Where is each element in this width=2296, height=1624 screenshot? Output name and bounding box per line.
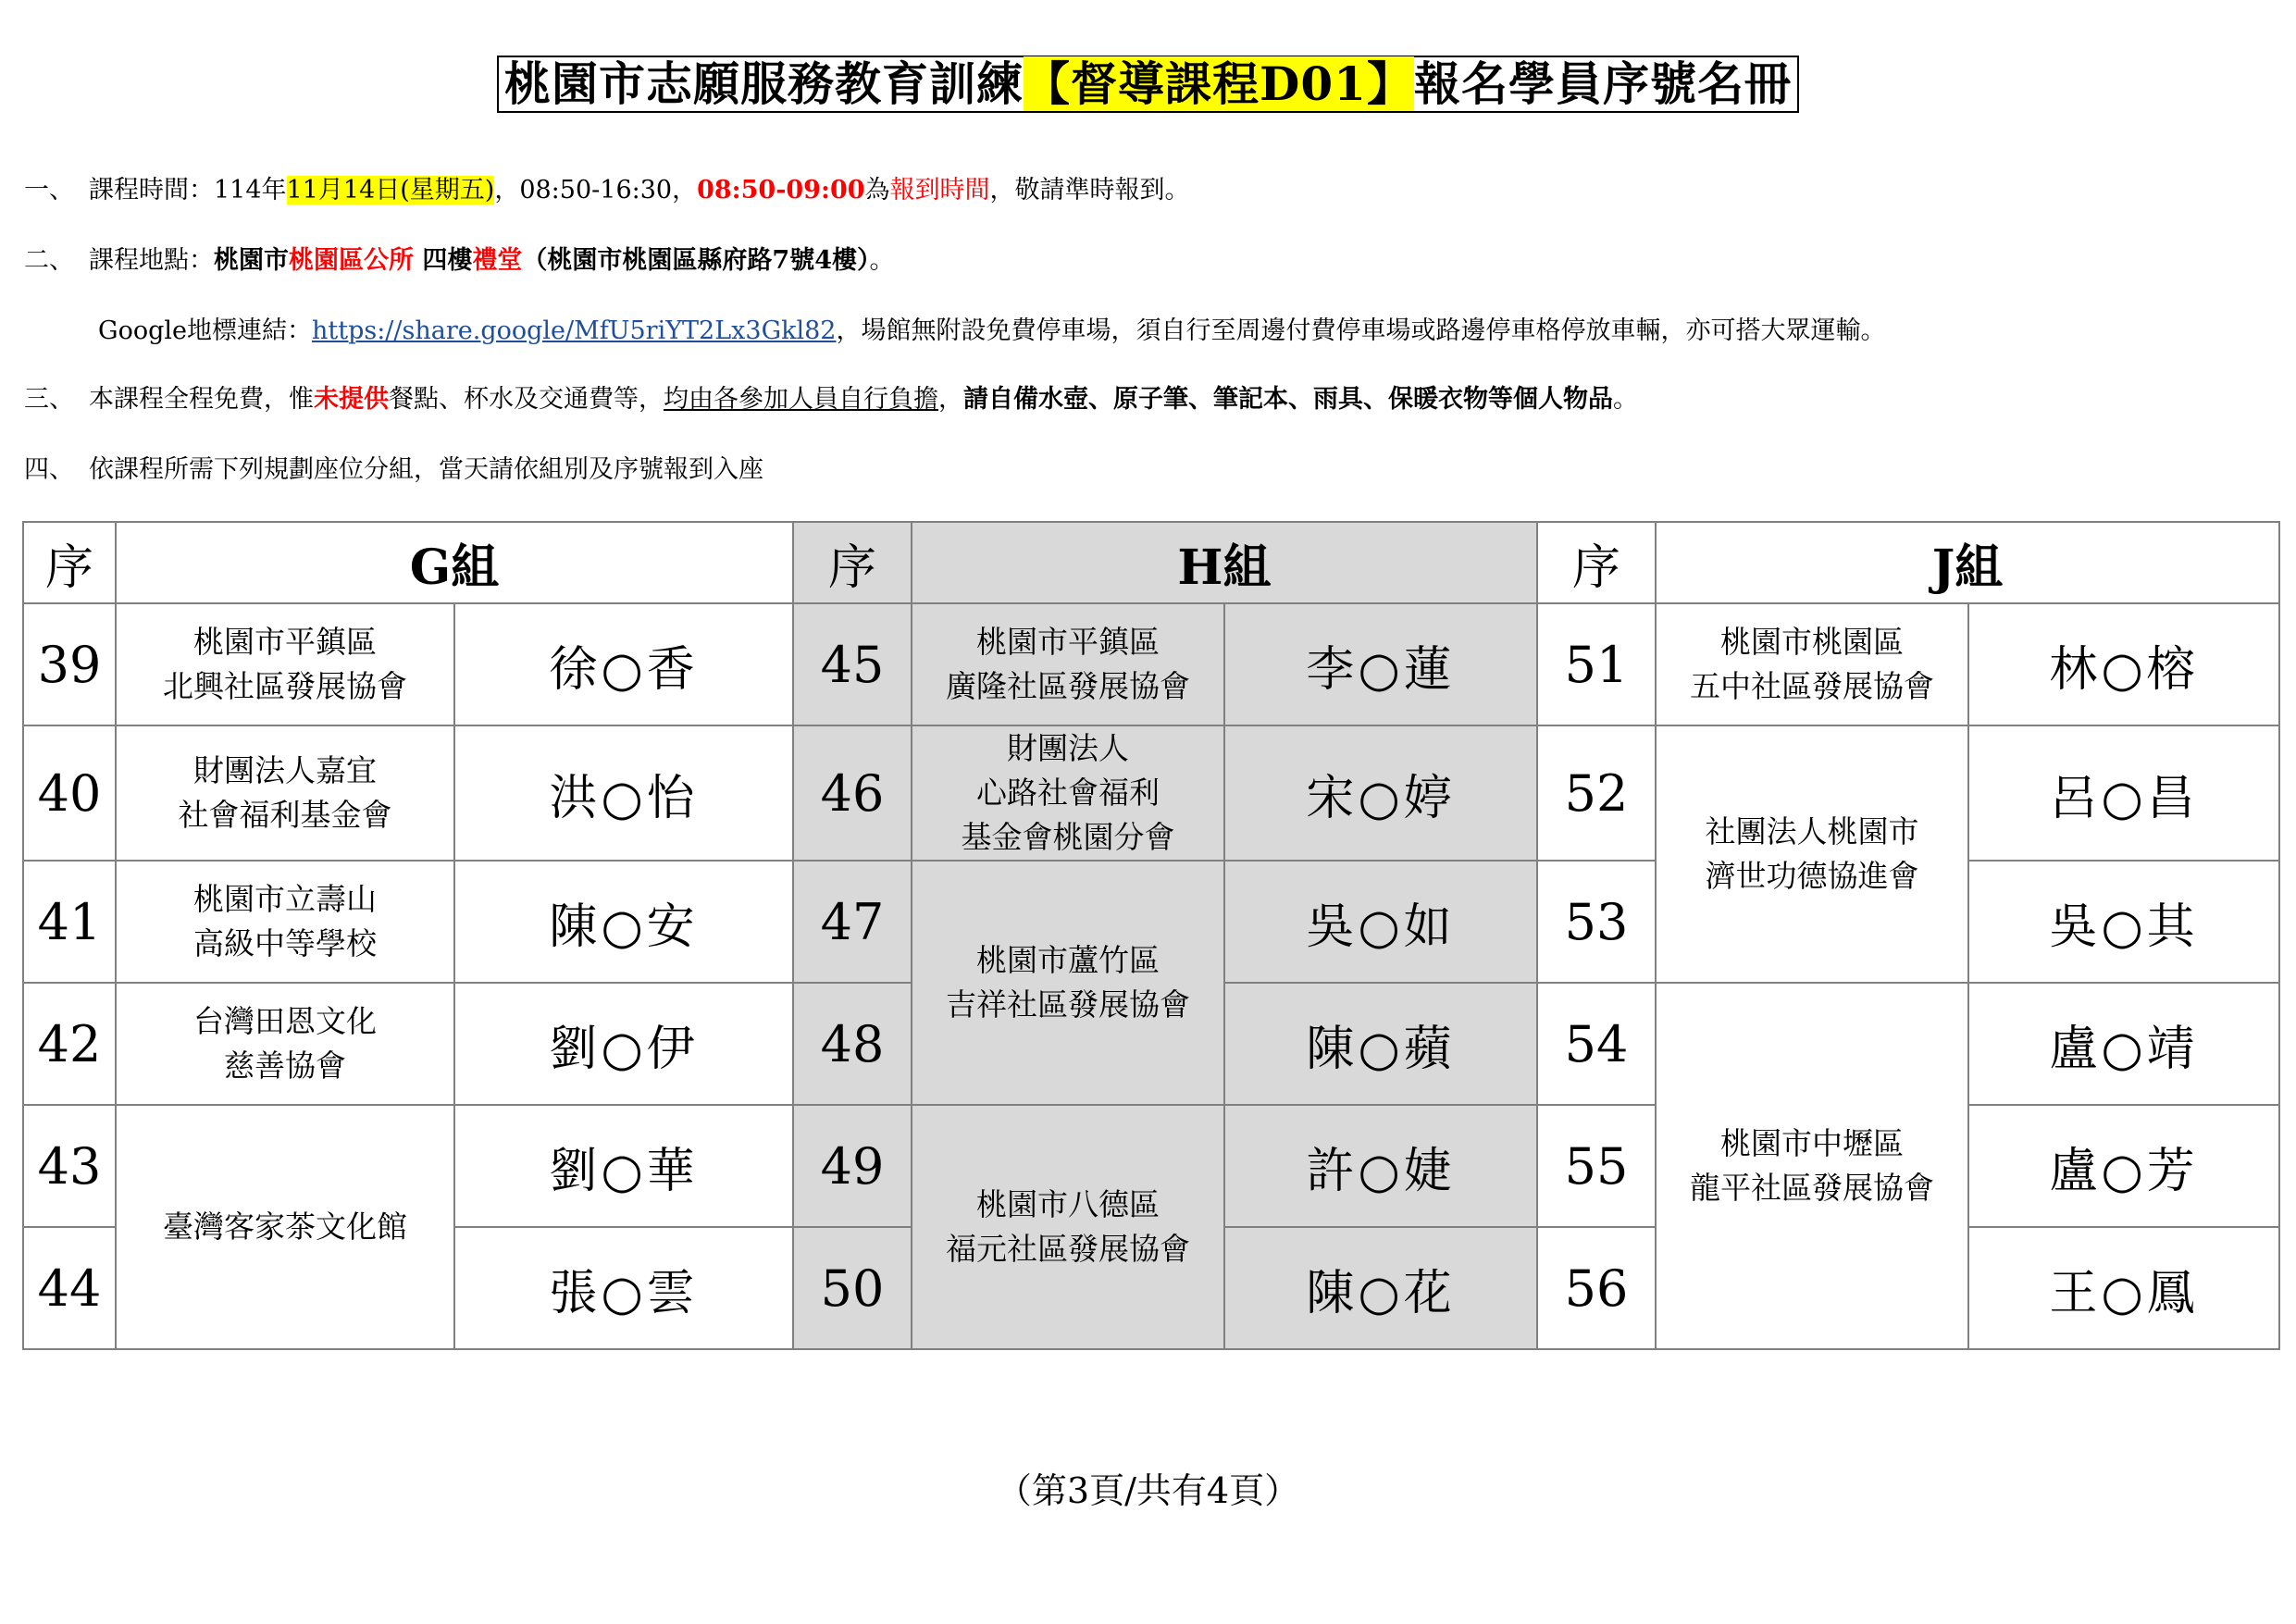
location-label: 課程地點： <box>89 246 214 275</box>
group-header-j: J組 <box>1656 522 2279 603</box>
name-cell: 盧○靖 <box>1968 983 2279 1105</box>
seq-cell: 41 <box>23 861 116 983</box>
name-cell: 林○榕 <box>1968 603 2279 725</box>
checkin-time: 08:50-09:00 <box>697 176 865 205</box>
org-cell: 桃園市立壽山 高級中等學校 <box>116 861 454 983</box>
location-address: （桃園市桃園區縣府路7號4樓） <box>522 246 870 275</box>
seq-cell: 45 <box>793 603 912 725</box>
seq-cell: 42 <box>23 983 116 1105</box>
org-cell: 桃園市中壢區 龍平社區發展協會 <box>1656 983 1968 1349</box>
name-cell: 陳○蘋 <box>1224 983 1537 1105</box>
org-cell: 桃園市平鎮區 廣隆社區發展協會 <box>912 603 1224 725</box>
seq-cell: 47 <box>793 861 912 983</box>
title-course-code: 【督導課程D01】 <box>1024 56 1414 111</box>
seq-cell: 56 <box>1537 1227 1656 1349</box>
name-cell: 盧○芳 <box>1968 1105 2279 1227</box>
item-number: 二、 <box>24 246 74 275</box>
seq-cell: 46 <box>793 725 912 861</box>
google-map-link[interactable]: https://share.google/MfU5riYT2Lx3Gkl82 <box>311 316 837 345</box>
location-floor: 四樓 <box>414 246 473 275</box>
table-row <box>23 725 2279 861</box>
name-cell: 徐○香 <box>454 603 793 725</box>
free-text-d: 。 <box>1613 385 1638 414</box>
seq-cell: 48 <box>793 983 912 1105</box>
name-cell: 陳○安 <box>454 861 793 983</box>
title-post: 報名學員序號名冊 <box>1413 56 1792 111</box>
page-footer: （第3頁/共有4頁） <box>996 1470 1300 1511</box>
org-cell: 社團法人桃園市 濟世功德協進會 <box>1656 725 1968 983</box>
seq-cell: 54 <box>1537 983 1656 1105</box>
org-cell: 財團法人 心路社會福利 基金會桃園分會 <box>912 725 1224 861</box>
roster-table <box>22 521 2280 1350</box>
seq-cell: 49 <box>793 1105 912 1227</box>
name-cell: 李○蓮 <box>1224 603 1537 725</box>
seq-header: 序 <box>1537 522 1656 603</box>
name-cell: 張○雲 <box>454 1227 793 1349</box>
org-cell: 桃園市八德區 福元社區發展協會 <box>912 1105 1224 1349</box>
name-cell: 陳○花 <box>1224 1227 1537 1349</box>
header-row <box>23 522 2279 603</box>
seq-cell: 40 <box>23 725 116 861</box>
seq-cell: 52 <box>1537 725 1656 861</box>
seq-cell: 51 <box>1537 603 1656 725</box>
name-cell: 王○鳳 <box>1968 1227 2279 1349</box>
name-cell: 洪○怡 <box>454 725 793 861</box>
org-cell: 財團法人嘉宜 社會福利基金會 <box>116 725 454 861</box>
seq-cell: 39 <box>23 603 116 725</box>
page-title <box>497 56 1799 113</box>
seating-note: 依課程所需下列規劃座位分組，當天請依組別及序號報到入座 <box>89 455 763 484</box>
org-cell: 桃園市平鎮區 北興社區發展協會 <box>116 603 454 725</box>
info-line-time <box>24 174 1190 207</box>
time-mid: 為 <box>864 176 890 205</box>
info-line-map <box>98 315 1885 348</box>
map-label: Google地標連結： <box>98 316 312 345</box>
name-cell: 劉○華 <box>454 1105 793 1227</box>
location-end: 。 <box>869 246 895 275</box>
seq-header: 序 <box>23 522 116 603</box>
bring-items: 請自備水壺、原子筆、筆記本、雨具、保暖衣物等個人物品 <box>963 385 1613 414</box>
self-pay-note: 均由各參加人員自行負擔 <box>664 385 938 414</box>
name-cell: 呂○昌 <box>1968 725 2279 861</box>
seq-cell: 53 <box>1537 861 1656 983</box>
seq-cell: 43 <box>23 1105 116 1227</box>
free-text-a: 本課程全程免費，惟 <box>89 385 314 414</box>
org-cell: 桃園市蘆竹區 吉祥社區發展協會 <box>912 861 1224 1105</box>
group-header-h: H組 <box>912 522 1537 603</box>
name-cell: 吳○其 <box>1968 861 2279 983</box>
time-label: 課程時間：114年 <box>89 176 287 205</box>
name-cell: 宋○婷 <box>1224 725 1537 861</box>
org-cell: 桃園市桃園區 五中社區發展協會 <box>1656 603 1968 725</box>
info-line-free <box>24 383 1638 416</box>
title-wrap <box>0 56 2296 113</box>
title-pre: 桃園市志願服務教育訓練 <box>504 56 1024 111</box>
info-line-seating <box>24 453 763 487</box>
name-cell: 吳○如 <box>1224 861 1537 983</box>
group-header-g: G組 <box>116 522 793 603</box>
seq-cell: 44 <box>23 1227 116 1349</box>
table-row <box>23 603 2279 725</box>
seq-header: 序 <box>793 522 912 603</box>
free-text-b: 餐點、杯水及交通費等， <box>389 385 664 414</box>
item-number: 三、 <box>24 385 74 414</box>
location-hall: 禮堂 <box>472 246 523 275</box>
parking-note: ，場館無附設免費停車場，須自行至周邊付費停車場或路邊停車格停放車輛，亦可搭大眾運輸。 <box>836 316 1886 345</box>
course-time: ，08:50-16:30， <box>494 176 698 205</box>
item-number: 一、 <box>24 176 74 205</box>
location-office: 桃園區公所 <box>289 246 414 275</box>
location-city: 桃園市 <box>214 246 289 275</box>
time-end: ，敬請準時報到。 <box>989 176 1190 205</box>
course-date: 11月14日(星期五) <box>286 176 495 205</box>
info-line-location <box>24 244 894 278</box>
org-cell: 臺灣客家茶文化館 <box>116 1105 454 1349</box>
org-cell: 台灣田恩文化 慈善協會 <box>116 983 454 1105</box>
seq-cell: 50 <box>793 1227 912 1349</box>
name-cell: 許○婕 <box>1224 1105 1537 1227</box>
checkin-label: 報到時間 <box>889 176 990 205</box>
not-provided: 未提供 <box>314 385 389 414</box>
name-cell: 劉○伊 <box>454 983 793 1105</box>
seq-cell: 55 <box>1537 1105 1656 1227</box>
free-text-c: ， <box>938 385 963 414</box>
item-number: 四、 <box>24 455 74 484</box>
